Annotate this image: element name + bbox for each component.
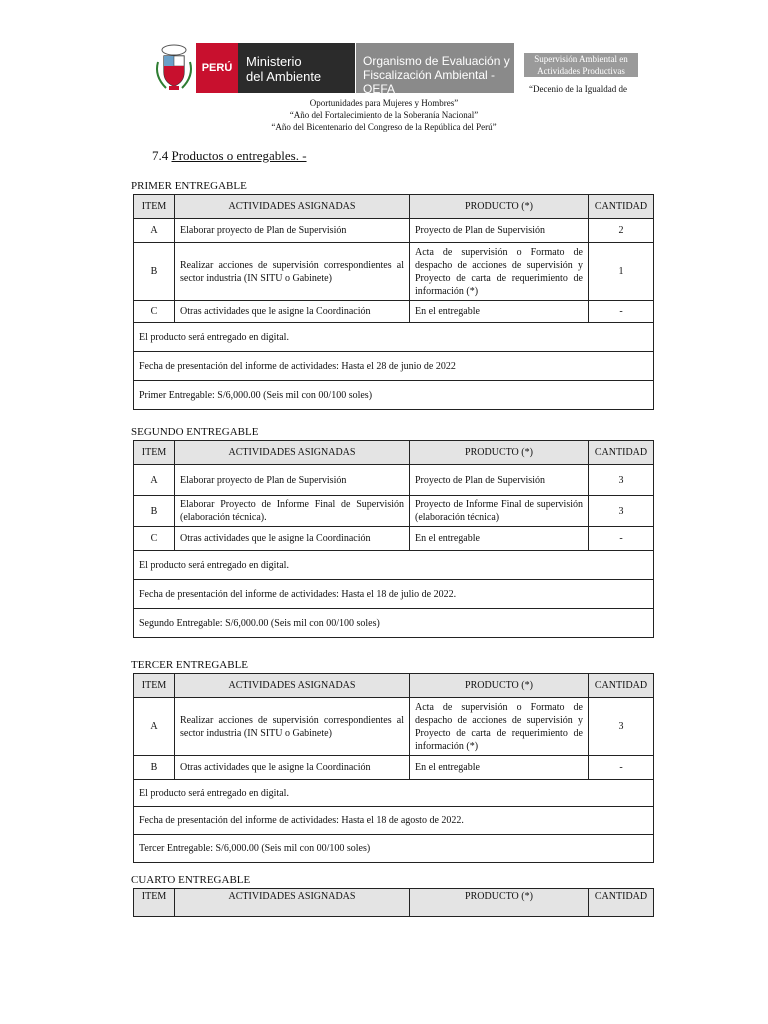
note-delivery: El producto será entregado en digital. <box>134 323 654 352</box>
peru-brand: PERÚ <box>196 43 238 93</box>
col-qty: CANTIDAD <box>589 195 654 219</box>
row-product: En el entregable <box>410 756 589 780</box>
entregable-title: TERCER ENTREGABLE <box>131 659 249 671</box>
section-title: Productos o entregables. - <box>171 148 307 163</box>
row-item: B <box>134 243 175 301</box>
coat-of-arms-icon <box>152 42 196 94</box>
row-product: En el entregable <box>410 527 589 551</box>
entregable-table <box>133 440 654 638</box>
table-row <box>134 756 654 780</box>
row-item: A <box>134 698 175 756</box>
row-product: Proyecto de Informe Final de supervisión (elaboración técnica) <box>410 496 589 527</box>
col-item: ITEM <box>134 195 175 219</box>
row-item: C <box>134 301 175 323</box>
table-row <box>134 219 654 243</box>
col-qty: CANTIDAD <box>589 441 654 465</box>
row-product: Acta de supervisión o Formato de despacho de acciones de supervisión y Proyecto de carta de requerimiento de información (*) <box>410 243 589 301</box>
table-row <box>134 465 654 496</box>
entregable-title: SEGUNDO ENTREGABLE <box>131 426 259 438</box>
row-activity: Realizar acciones de supervisión correspondientes al sector industria (IN SITU o Gabinete) <box>175 243 410 301</box>
note-date: Fecha de presentación del informe de actividades: Hasta el 18 de julio de 2022. <box>134 580 654 609</box>
note-delivery: El producto será entregado en digital. <box>134 551 654 580</box>
ministry-brand: Ministerio del Ambiente <box>238 43 355 93</box>
col-product: PRODUCTO (*) <box>410 674 589 698</box>
col-item: ITEM <box>134 441 175 465</box>
entregable-title: PRIMER ENTREGABLE <box>131 180 247 192</box>
col-qty: CANTIDAD <box>589 889 654 917</box>
entregable-table <box>133 888 654 917</box>
col-product: PRODUCTO (*) <box>410 889 589 917</box>
row-item: B <box>134 496 175 527</box>
table-row <box>134 301 654 323</box>
col-activities: ACTIVIDADES ASIGNADAS <box>175 889 410 917</box>
note-amount: Primer Entregable: S/6,000.00 (Seis mil con 00/100 soles) <box>134 381 654 410</box>
year-line-3: “Año del Bicentenario del Congreso de la República del Perú” <box>271 122 497 132</box>
row-item: A <box>134 219 175 243</box>
table-row <box>134 243 654 301</box>
row-activity: Elaborar Proyecto de Informe Final de Supervisión (elaboración técnica). <box>175 496 410 527</box>
entregable-title: CUARTO ENTREGABLE <box>131 874 251 886</box>
section-heading <box>152 148 307 164</box>
unit-label: Supervisión Ambiental en Actividades Productivas <box>524 53 638 77</box>
row-qty: 3 <box>589 496 654 527</box>
row-item: B <box>134 756 175 780</box>
row-product: En el entregable <box>410 301 589 323</box>
oefa-brand: Organismo de Evaluación y Fiscalización Ambiental - OEFA <box>356 43 514 93</box>
row-item: C <box>134 527 175 551</box>
col-product: PRODUCTO (*) <box>410 441 589 465</box>
row-qty: - <box>589 527 654 551</box>
year-line-1: Oportunidades para Mujeres y Hombres” <box>309 98 459 108</box>
note-date: Fecha de presentación del informe de actividades: Hasta el 28 de junio de 2022 <box>134 352 654 381</box>
col-item: ITEM <box>134 889 175 917</box>
col-activities: ACTIVIDADES ASIGNADAS <box>175 674 410 698</box>
row-product: Proyecto de Plan de Supervisión <box>410 219 589 243</box>
entregable-table <box>133 194 654 410</box>
row-product: Acta de supervisión o Formato de despacho de acciones de supervisión y Proyecto de carta de requerimiento de información (*) <box>410 698 589 756</box>
row-activity: Otras actividades que le asigne la Coordinación <box>175 527 410 551</box>
row-activity: Elaborar proyecto de Plan de Supervisión <box>175 219 410 243</box>
decenio-line: “Decenio de la Igualdad de <box>529 84 627 94</box>
row-qty: 1 <box>589 243 654 301</box>
row-product: Proyecto de Plan de Supervisión <box>410 465 589 496</box>
col-activities: ACTIVIDADES ASIGNADAS <box>175 441 410 465</box>
note-amount: Tercer Entregable: S/6,000.00 (Seis mil con 00/100 soles) <box>134 835 654 863</box>
row-item: A <box>134 465 175 496</box>
row-activity: Otras actividades que le asigne la Coordinación <box>175 301 410 323</box>
row-qty: - <box>589 756 654 780</box>
row-qty: 3 <box>589 465 654 496</box>
row-activity: Elaborar proyecto de Plan de Supervisión <box>175 465 410 496</box>
table-row <box>134 527 654 551</box>
col-activities: ACTIVIDADES ASIGNADAS <box>175 195 410 219</box>
table-row <box>134 698 654 756</box>
note-date: Fecha de presentación del informe de actividades: Hasta el 18 de agosto de 2022. <box>134 807 654 835</box>
row-qty: 2 <box>589 219 654 243</box>
row-activity: Realizar acciones de supervisión correspondientes al sector industria (IN SITU o Gabinete) <box>175 698 410 756</box>
section-number: 7.4 <box>152 148 169 163</box>
col-item: ITEM <box>134 674 175 698</box>
note-delivery: El producto será entregado en digital. <box>134 780 654 807</box>
col-product: PRODUCTO (*) <box>410 195 589 219</box>
year-line-2: “Año del Fortalecimiento de la Soberanía Nacional” <box>289 110 479 120</box>
row-qty: 3 <box>589 698 654 756</box>
table-row <box>134 496 654 527</box>
entregable-table <box>133 673 654 863</box>
row-qty: - <box>589 301 654 323</box>
col-qty: CANTIDAD <box>589 674 654 698</box>
row-activity: Otras actividades que le asigne la Coordinación <box>175 756 410 780</box>
note-amount: Segundo Entregable: S/6,000.00 (Seis mil con 00/100 soles) <box>134 609 654 638</box>
